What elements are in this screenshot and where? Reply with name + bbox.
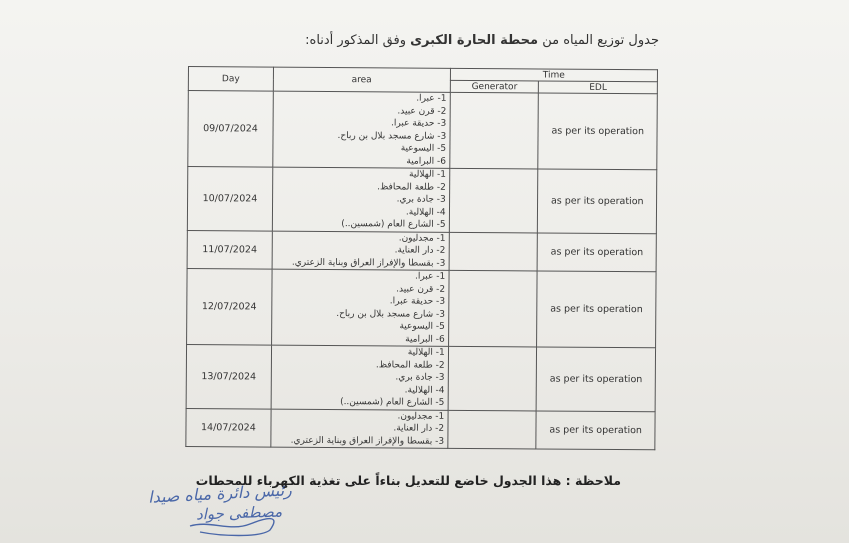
edl-cell: as per its operation bbox=[538, 232, 657, 271]
area-item: 1- مجدليون. bbox=[397, 410, 445, 422]
table-row bbox=[187, 230, 656, 272]
area-item: 1- عبرا. bbox=[416, 93, 447, 104]
page-title bbox=[305, 33, 659, 48]
day-cell: 10/07/2024 bbox=[187, 167, 272, 231]
area-item: 3- بقسطا والإفراز العراق وبناية الزعتري. bbox=[291, 257, 446, 269]
area-item: 2- قرن عبيد. bbox=[396, 283, 446, 295]
area-item: 4- الهلالية. bbox=[404, 385, 445, 396]
generator-cell bbox=[448, 270, 537, 347]
header-time: Time bbox=[450, 68, 657, 81]
day-cell: 13/07/2024 bbox=[186, 344, 271, 408]
generator-cell bbox=[449, 232, 538, 271]
area-item: 3- جادة بري. bbox=[395, 372, 445, 383]
generator-cell bbox=[449, 92, 538, 169]
area-item: 1- الهلالية bbox=[409, 169, 446, 180]
area-item: 1- الهلالية bbox=[407, 347, 445, 358]
area-item: 6- البرامية bbox=[406, 156, 447, 167]
table-row bbox=[187, 167, 656, 234]
area-item: 2- قرن عبيد. bbox=[397, 105, 447, 117]
signature-line-1: رئيس دائرة مياه صيدا bbox=[147, 480, 293, 507]
area-item: 2- دار العناية. bbox=[393, 423, 445, 434]
area-item: 3- حديقة عبرا. bbox=[390, 118, 447, 129]
header-generator: Generator bbox=[450, 80, 539, 93]
area-item: 5- اليسوعية bbox=[400, 143, 447, 154]
header-row-top bbox=[188, 67, 657, 82]
table-row bbox=[186, 408, 655, 450]
day-cell: 09/07/2024 bbox=[188, 91, 273, 168]
footnote: ملاحظة : هذا الجدول خاضع للتعديل بناءاً على تغذية الكهرباء للمحطات bbox=[195, 473, 621, 488]
area-cell bbox=[272, 167, 449, 232]
area-item: 6- البرامية bbox=[405, 334, 445, 345]
signature-stamp bbox=[147, 480, 300, 540]
edl-cell: as per its operation bbox=[536, 410, 655, 449]
header-edl: EDL bbox=[539, 81, 658, 94]
area-item: 2- طلعة المحافظ. bbox=[375, 359, 445, 371]
area-cell bbox=[272, 231, 449, 271]
area-item: 3- شارع مسجد بلال بن رباح. bbox=[336, 308, 446, 320]
table-row bbox=[186, 344, 655, 411]
header-day: Day bbox=[188, 67, 273, 92]
day-cell: 11/07/2024 bbox=[187, 230, 272, 269]
header-area: area bbox=[273, 67, 450, 92]
table-row bbox=[187, 268, 657, 347]
area-item: 2- طلعة المحافظ. bbox=[377, 181, 446, 193]
area-item: 1- عبرا. bbox=[414, 271, 446, 282]
area-cell bbox=[271, 409, 448, 449]
table-row bbox=[188, 91, 658, 170]
area-item: 5- اليسوعية bbox=[399, 321, 445, 332]
area-item: 5- الشارع العام (شمسين..) bbox=[340, 397, 445, 408]
area-item: 3- بقسطا والإفراز العراق وبناية الزعتري. bbox=[290, 435, 445, 447]
area-item: 3- حديقة عبرا. bbox=[389, 296, 446, 307]
signature-flourish bbox=[147, 480, 300, 540]
day-cell: 14/07/2024 bbox=[186, 408, 271, 447]
title-station: محطة الحارة الكبرى bbox=[410, 33, 539, 48]
area-item: 1- مجدليون. bbox=[398, 232, 446, 244]
signature-line-2: مصطفى جواد bbox=[195, 502, 283, 524]
title-suffix: وفق المذكور أدناه: bbox=[305, 33, 411, 48]
generator-cell bbox=[449, 168, 538, 232]
edl-cell: as per its operation bbox=[538, 93, 657, 170]
day-cell: 12/07/2024 bbox=[187, 268, 272, 345]
area-item: 2- دار العناية. bbox=[394, 245, 446, 256]
area-cell bbox=[271, 269, 448, 346]
generator-cell bbox=[448, 410, 537, 449]
schedule-table bbox=[185, 66, 658, 450]
area-item: 4- الهلالية. bbox=[405, 207, 446, 218]
edl-cell: as per its operation bbox=[537, 271, 656, 348]
area-cell bbox=[271, 345, 448, 410]
edl-cell: as per its operation bbox=[537, 347, 656, 411]
generator-cell bbox=[448, 346, 537, 410]
title-prefix: جدول توزيع المياه من bbox=[538, 33, 659, 48]
area-item: 5- الشارع العام (شمسين..) bbox=[341, 219, 446, 230]
area-cell bbox=[273, 91, 450, 168]
area-item: 3- شارع مسجد بلال بن رباح. bbox=[337, 130, 447, 142]
edl-cell: as per its operation bbox=[538, 169, 657, 233]
area-item: 3- جادة بري. bbox=[396, 194, 446, 205]
